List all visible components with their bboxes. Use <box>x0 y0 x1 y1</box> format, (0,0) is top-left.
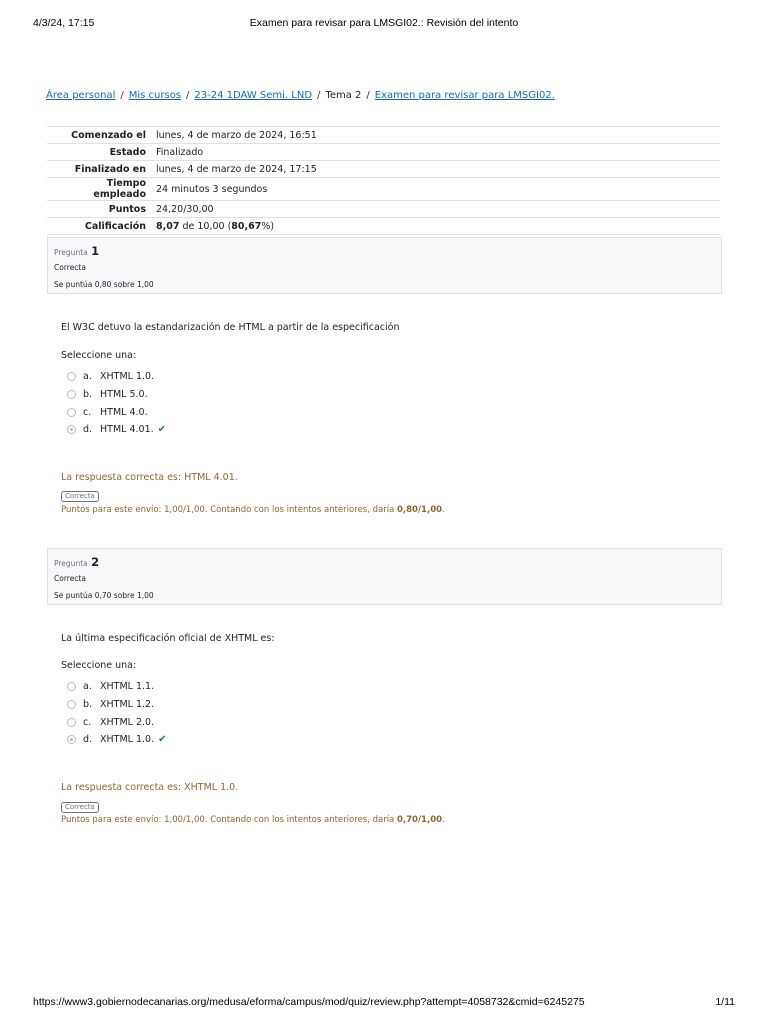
question-grade: Se puntúa 0,70 sobre 1,00 <box>54 591 154 600</box>
breadcrumb-separator: / <box>366 90 370 101</box>
option-text: XHTML 1.0. <box>100 734 155 746</box>
print-date: 4/3/24, 17:15 <box>33 17 95 29</box>
question-info-box <box>47 548 722 605</box>
option-text: HTML 4.0. <box>100 406 148 418</box>
question-number <box>54 244 99 258</box>
option-text: XHTML 1.1. <box>100 681 155 693</box>
summary-label: Calificación <box>47 218 151 235</box>
question-state: Correcta <box>54 263 86 272</box>
summary-row-time-taken <box>47 178 720 201</box>
marks-prefix: Puntos para este envío: 1,00/1,00. Contando con los intentos anteriores, daría <box>61 815 397 825</box>
breadcrumb-link-quiz[interactable]: Examen para revisar para LMSGI02. <box>374 90 555 101</box>
option-text: HTML 5.0. <box>100 389 148 401</box>
grade-end: %) <box>261 220 275 232</box>
summary-row-grade <box>47 218 720 235</box>
answer-option <box>67 403 166 421</box>
summary-row-state <box>47 144 720 161</box>
answer-options <box>67 678 166 749</box>
radio-button-selected[interactable] <box>67 425 76 434</box>
breadcrumb-link-mis-cursos[interactable]: Mis cursos <box>128 90 182 101</box>
summary-value: 24,20/30,00 <box>151 201 720 218</box>
marks-prefix: Puntos para este envío: 1,00/1,00. Contando con los intentos anteriores, daría <box>61 505 397 515</box>
breadcrumb-separator: / <box>120 90 124 101</box>
summary-label: Comenzado el <box>47 127 151 144</box>
radio-button[interactable] <box>67 718 76 727</box>
grade-score: 8,07 <box>156 220 180 232</box>
summary-row-points <box>47 201 720 218</box>
question-number-value: 1 <box>91 244 100 258</box>
question-state: Correcta <box>54 574 86 583</box>
answer-prompt: Seleccione una: <box>61 350 137 361</box>
answer-option <box>67 713 166 731</box>
summary-value: 24 minutos 3 segundos <box>151 178 720 201</box>
option-text: HTML 4.01. <box>100 424 154 436</box>
option-letter: d. <box>83 424 93 436</box>
radio-button[interactable] <box>67 372 76 381</box>
answer-options <box>67 368 166 439</box>
summary-row-finished <box>47 161 720 178</box>
answer-option-selected <box>67 731 166 749</box>
answer-prompt: Seleccione una: <box>61 660 137 671</box>
grade-out-of: de 10,00 ( <box>179 220 232 232</box>
question-number-value: 2 <box>91 555 100 569</box>
marks-total: 0,70/1,00 <box>396 815 443 825</box>
state-badge: Correcta <box>61 491 99 502</box>
print-url: https://www3.gobiernodecanarias.org/medusa/eforma/campus/mod/quiz/review.php?attempt=4058732&cmid=6245275 <box>33 996 585 1008</box>
answer-option <box>67 368 166 386</box>
radio-button[interactable] <box>67 408 76 417</box>
summary-value: lunes, 4 de marzo de 2024, 16:51 <box>151 127 720 144</box>
page-number: 1/11 <box>715 996 735 1008</box>
radio-button[interactable] <box>67 390 76 399</box>
summary-label: Finalizado en <box>47 161 151 178</box>
breadcrumb-separator: / <box>317 90 321 101</box>
option-letter: c. <box>83 716 92 728</box>
breadcrumb-link-area-personal[interactable]: Área personal <box>46 90 116 101</box>
state-badge: Correcta <box>61 802 99 813</box>
summary-label: Puntos <box>47 201 151 218</box>
option-letter: b. <box>83 699 93 711</box>
attempt-summary-table <box>47 126 720 235</box>
option-letter: a. <box>83 681 92 693</box>
marks-feedback <box>61 815 445 825</box>
summary-label: Estado <box>47 144 151 161</box>
print-title: Examen para revisar para LMSGI02.: Revisión del intento <box>249 17 519 29</box>
right-answer: La respuesta correcta es: HTML 4.01. <box>61 472 238 483</box>
summary-label: Tiempo empleado <box>47 178 151 201</box>
summary-value: lunes, 4 de marzo de 2024, 17:15 <box>151 161 720 178</box>
radio-button-selected[interactable] <box>67 735 76 744</box>
option-letter: d. <box>83 734 93 746</box>
question-grade: Se puntúa 0,80 sobre 1,00 <box>54 280 154 289</box>
question-label: Pregunta <box>54 559 88 568</box>
question-number <box>54 555 99 569</box>
print-footer <box>33 996 735 1010</box>
breadcrumb <box>46 90 555 101</box>
answer-option <box>67 386 166 404</box>
radio-button[interactable] <box>67 682 76 691</box>
option-letter: c. <box>83 406 92 418</box>
option-letter: b. <box>83 389 93 401</box>
option-text: XHTML 1.0. <box>100 371 155 383</box>
marks-suffix: . <box>442 505 445 515</box>
check-icon: ✔ <box>157 424 167 436</box>
marks-suffix: . <box>442 815 445 825</box>
summary-value: Finalizado <box>151 144 720 161</box>
radio-button[interactable] <box>67 700 76 709</box>
answer-option <box>67 678 166 696</box>
print-header <box>33 17 735 31</box>
marks-total: 0,80/1,00 <box>396 505 443 515</box>
answer-option <box>67 696 166 714</box>
question-text: El W3C detuvo la estandarización de HTML a partir de la especificación <box>61 322 400 333</box>
option-text: XHTML 1.2. <box>100 699 155 711</box>
breadcrumb-current-tema: Tema 2 <box>325 90 362 101</box>
question-label: Pregunta <box>54 248 88 257</box>
answer-option-selected <box>67 421 166 439</box>
grade-percent: 80,67 <box>231 220 262 232</box>
option-text: XHTML 2.0. <box>100 716 155 728</box>
check-icon: ✔ <box>158 734 167 746</box>
option-letter: a. <box>83 371 92 383</box>
breadcrumb-link-course[interactable]: 23-24 1DAW Semi. LND <box>194 90 313 101</box>
question-info-box <box>47 237 722 294</box>
marks-feedback <box>61 505 445 515</box>
summary-value <box>151 218 720 235</box>
right-answer: La respuesta correcta es: XHTML 1.0. <box>61 782 239 793</box>
question-text: La última especificación oficial de XHTML es: <box>61 633 275 644</box>
summary-row-started <box>47 127 720 144</box>
breadcrumb-separator: / <box>186 90 190 101</box>
